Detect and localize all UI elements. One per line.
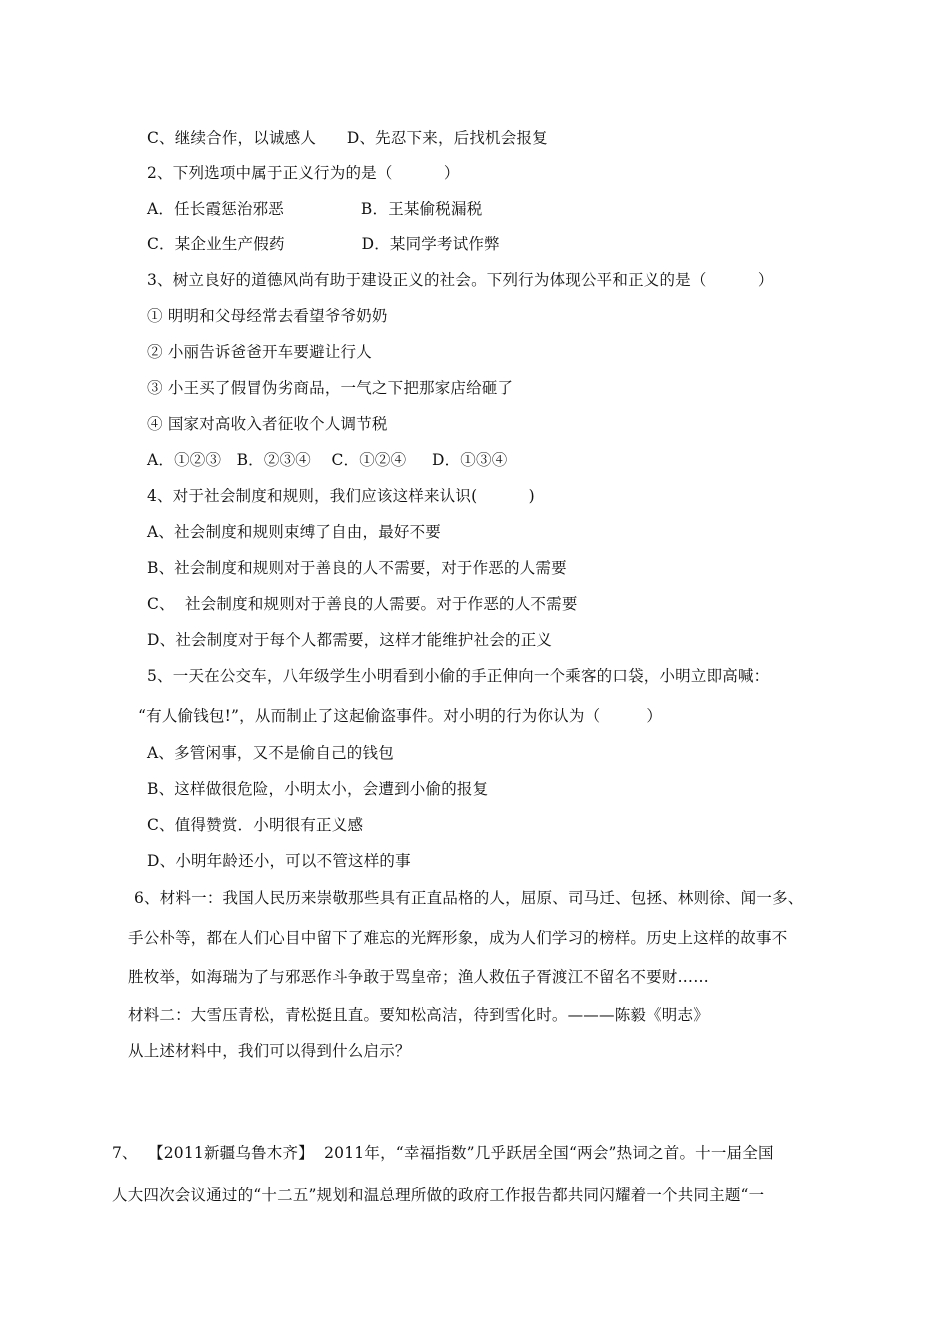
q5-stem-line2: “有人偷钱包!”，从而制止了这起偷盗事件。对小明的行为你认为（ ） [138,707,663,725]
q1-options-cd: C、继续合作，以诚感人 D、先忍下来，后找机会报复 [147,129,548,147]
q2-options-cd: C．某企业生产假药 D．某同学考试作弊 [147,235,500,253]
q7-stem-line2: 人大四次会议通过的“十二五”规划和温总理所做的政府工作报告都共同闪耀着一个共同主题“一 [112,1186,765,1204]
q2-options-ab: A．任长霞惩治邪恶 B．王某偷税漏税 [147,200,483,218]
q5-option-d: D、小明年龄还小，可以不管这样的事 [147,852,411,870]
q4-option-a: A、社会制度和规则束缚了自由，最好不要 [147,523,441,541]
q3-item-2: ② 小丽告诉爸爸开车要避让行人 [147,343,372,361]
q6-question: 从上述材料中，我们可以得到什么启示？ [128,1042,411,1060]
q5-option-b: B、这样做很危险，小明太小，会遭到小偷的报复 [147,780,489,798]
q5-option-c: C、值得赞赏．小明很有正义感 [147,816,364,834]
q3-stem: 3、树立良好的道德风尚有助于建设正义的社会。下列行为体现公平和正义的是（ ） [147,271,774,289]
q6-material1-line1: 6、材料一：我国人民历来崇敬那些具有正直品格的人，屈原、司马迁、包拯、林则徐、闻一多、 [134,889,804,907]
q2-stem: 2、下列选项中属于正义行为的是（ ） [147,164,460,182]
q3-item-4: ④ 国家对高收入者征收个人调节税 [147,415,388,433]
q7-stem-line1: 7、 【2011新疆乌鲁木齐】 2011年，“幸福指数”几乎跃居全国“两会”热词之首。十一届全国 [112,1144,774,1162]
q6-material2: 材料二：大雪压青松，青松挺且直。要知松高洁，待到雪化时。———陈毅《明志》 [128,1006,709,1024]
q4-stem: 4、对于社会制度和规则，我们应该这样来认识( ) [147,487,535,505]
q6-material1-line2: 手公朴等，都在人们心目中留下了难忘的光辉形象，成为人们学习的榜样。历史上这样的故事不 [128,929,788,947]
q5-option-a: A、多管闲事，又不是偷自己的钱包 [147,744,394,762]
q4-option-c: C、 社会制度和规则对于善良的人需要。对于作恶的人不需要 [147,595,578,613]
q3-item-3: ③ 小王买了假冒伪劣商品，一气之下把那家店给砸了 [147,379,514,397]
q6-material1-line3: 胜枚举，如海瑞为了与邪恶作斗争敢于骂皇帝；渔人救伍子胥渡江不留名不要财…… [128,968,709,986]
q3-item-1: ① 明明和父母经常去看望爷爷奶奶 [147,307,388,325]
q3-options: A．①②③ B．②③④ C．①②④ D．①③④ [147,451,508,469]
q5-stem-line1: 5、一天在公交车，八年级学生小明看到小偷的手正伸向一个乘客的口袋，小明立即高喊： [147,667,770,685]
q4-option-d: D、社会制度对于每个人都需要，这样才能维护社会的正义 [147,631,553,649]
q4-option-b: B、社会制度和规则对于善良的人不需要，对于作恶的人需要 [147,559,567,577]
